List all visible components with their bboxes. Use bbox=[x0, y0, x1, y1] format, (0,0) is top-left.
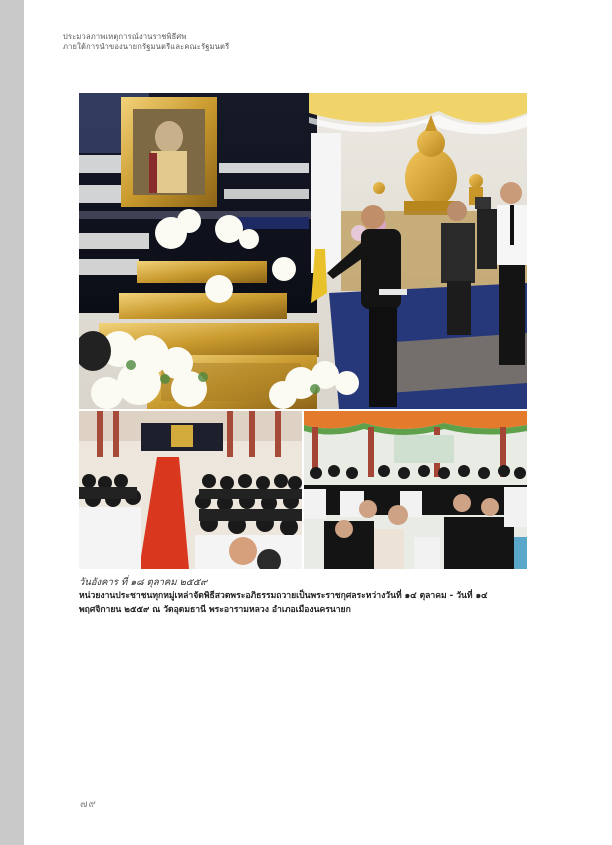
running-header-line-1: ประมวลภาพเหตุการณ์งานราชพิธีศพ bbox=[63, 32, 187, 41]
running-header bbox=[63, 32, 483, 52]
seated-crowd-photo bbox=[79, 411, 302, 569]
main-ceremony-photo bbox=[79, 93, 527, 409]
praying-attendees-photo bbox=[304, 411, 527, 569]
caption-text: หน่วยงานประชาชนทุกหมู่เหล่าจัดพิธีสวดพระอภิธรรมถวายเป็นพระราชกุศลระหว่างวันที่ ๑๔ ตุลาคม - วันที่ ๑๔ พฤศจิกายน ๒๕๕๙ ณ วัดอุดมธานี พระอารามหลวง อำเภอเมืองนครนายก bbox=[79, 591, 488, 615]
photo-caption bbox=[79, 576, 531, 617]
page-margin-strip bbox=[0, 0, 24, 845]
page-number: ๗๙ bbox=[80, 799, 97, 810]
running-header-line-2: ภายใต้การนำของนายกรัฐมนตรีและคณะรัฐมนตรี bbox=[63, 42, 230, 51]
caption-date: วันอังคาร ที่ ๑๘ ตุลาคม ๒๕๕๙ bbox=[79, 577, 208, 588]
